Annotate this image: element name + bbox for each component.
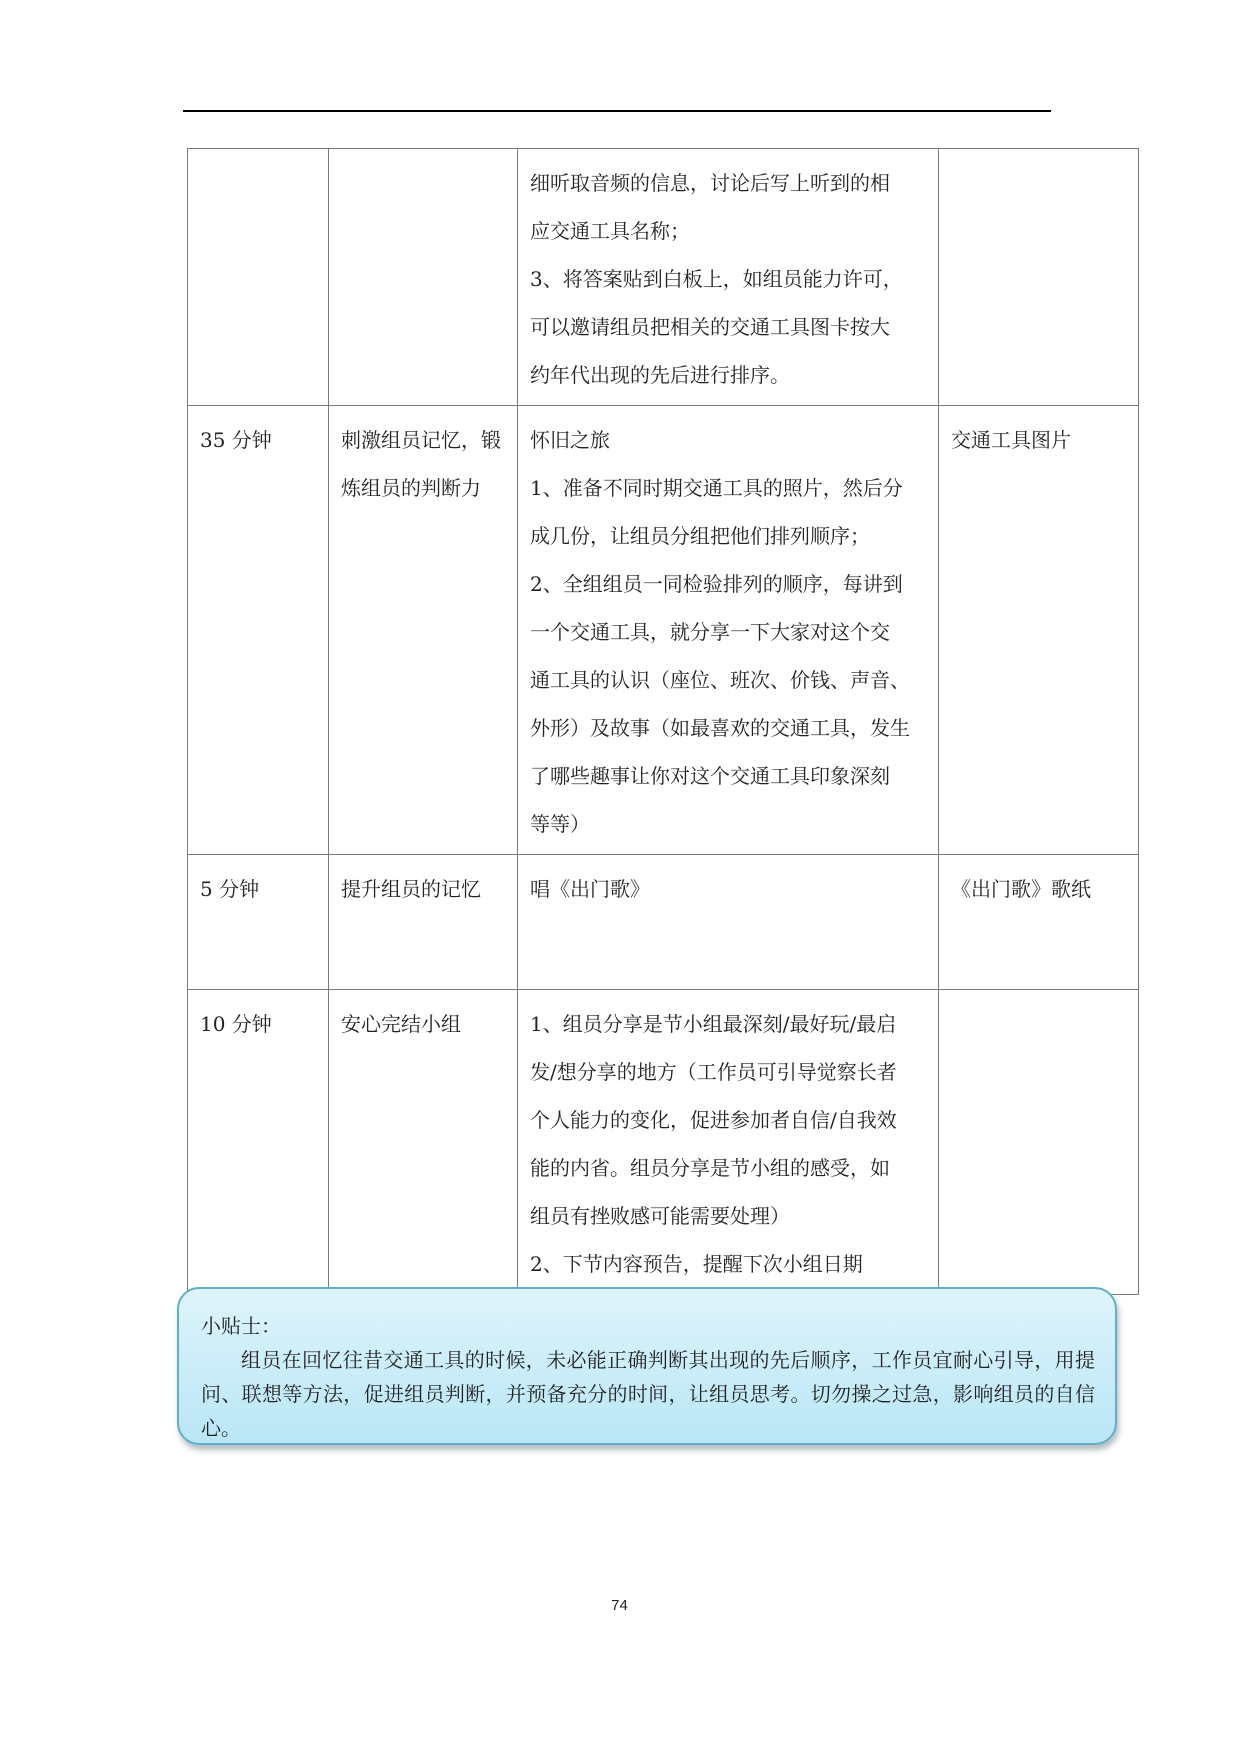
goal-cell <box>329 855 518 990</box>
activity-line: 通工具的认识（座位、班次、价钱、声音、 <box>530 668 910 692</box>
activity-line: 应交通工具名称； <box>530 219 690 243</box>
activity-line: 发/想分享的地方（工作员可引导觉察长者 <box>530 1060 897 1084</box>
time-cell: 10 分钟 <box>188 990 329 1295</box>
goal-cell <box>329 149 518 406</box>
table-row <box>188 990 1139 1295</box>
goal-line: 提升组员的记忆 <box>341 877 481 901</box>
activity-line: 1、组员分享是节小组最深刻/最好玩/最启 <box>530 1012 897 1036</box>
session-plan-table <box>187 148 1139 1295</box>
activity-cell <box>518 149 939 406</box>
table-row <box>188 855 1139 990</box>
activity-line: 3、将答案贴到白板上，如组员能力许可， <box>530 267 903 291</box>
activity-line: 个人能力的变化，促进参加者自信/自我效 <box>530 1108 897 1132</box>
goal-line: 安心完结小组 <box>341 1012 461 1036</box>
activity-line: 怀旧之旅 <box>530 428 610 452</box>
activity-line: 成几份，让组员分组把他们排列顺序； <box>530 524 870 548</box>
activity-cell <box>518 990 939 1295</box>
goal-cell <box>329 406 518 855</box>
activity-line: 细听取音频的信息，讨论后写上听到的相 <box>530 171 890 195</box>
tip-box <box>177 1287 1117 1445</box>
time-cell: 35 分钟 <box>188 406 329 855</box>
goal-line: 炼组员的判断力 <box>341 476 481 500</box>
activity-line: 一个交通工具，就分享一下大家对这个交 <box>530 620 890 644</box>
activity-line: 2、下节内容预告，提醒下次小组日期 <box>530 1252 863 1276</box>
activity-line: 外形）及故事（如最喜欢的交通工具，发生 <box>530 716 910 740</box>
activity-line: 能的内省。组员分享是节小组的感受，如 <box>530 1156 890 1180</box>
activity-line: 可以邀请组员把相关的交通工具图卡按大 <box>530 315 890 339</box>
header-rule <box>183 110 1051 112</box>
time-cell <box>188 149 329 406</box>
materials-cell <box>939 990 1139 1295</box>
goal-line: 刺激组员记忆，锻 <box>341 428 501 452</box>
activity-line: 了哪些趣事让你对这个交通工具印象深刻 <box>530 764 890 788</box>
tip-title: 小贴士： <box>201 1314 281 1338</box>
table-row <box>188 149 1139 406</box>
activity-line: 1、准备不同时期交通工具的照片，然后分 <box>530 476 903 500</box>
materials-cell <box>939 149 1139 406</box>
materials-cell: 《出门歌》歌纸 <box>939 855 1139 990</box>
time-cell: 5 分钟 <box>188 855 329 990</box>
materials-cell: 交通工具图片 <box>939 406 1139 855</box>
activity-line: 等等） <box>530 812 590 836</box>
activity-line: 约年代出现的先后进行排序。 <box>530 363 790 387</box>
tip-body: 组员在回忆往昔交通工具的时候，未必能正确判断其出现的先后顺序，工作员宜耐心引导，用提问、联想等方法，促进组员判断，并预备充分的时间，让组员思考。切勿操之过急，影响组员的自信心。 <box>201 1348 1095 1440</box>
session-plan-table-body <box>188 149 1139 1295</box>
activity-line: 组员有挫败感可能需要处理） <box>530 1204 790 1228</box>
page-number: 74 <box>611 1597 628 1614</box>
table-row <box>188 406 1139 855</box>
activity-line: 唱《出门歌》 <box>530 877 650 901</box>
activity-cell <box>518 406 939 855</box>
activity-cell <box>518 855 939 990</box>
goal-cell <box>329 990 518 1295</box>
activity-line: 2、全组组员一同检验排列的顺序，每讲到 <box>530 572 903 596</box>
